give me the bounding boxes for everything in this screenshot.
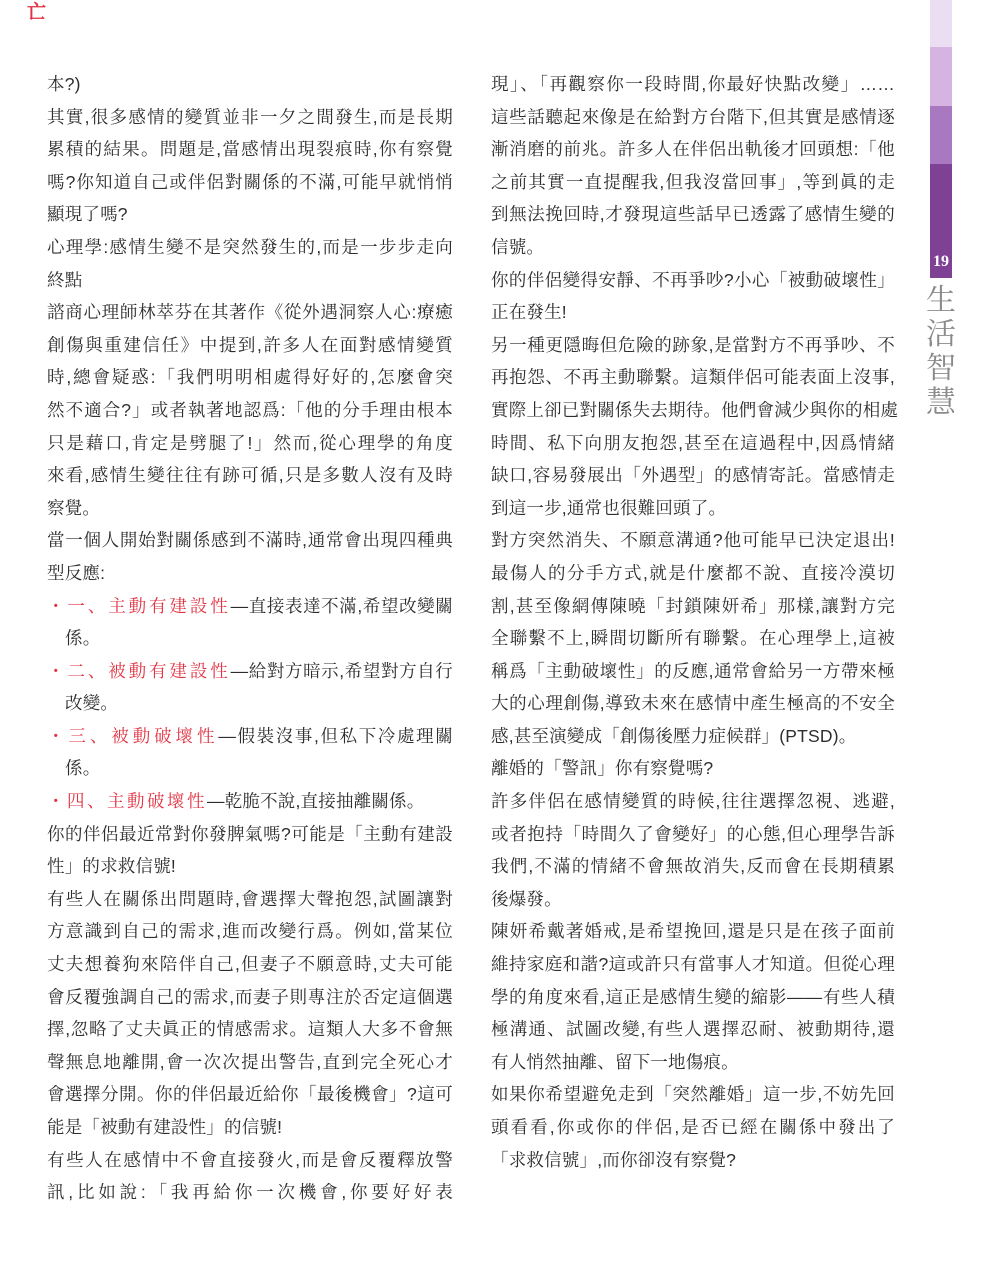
body-text: —直接表達不滿,希望改變關: [230, 595, 453, 616]
body-text: 本?): [47, 74, 81, 94]
body-text: 稱爲「主動破壞性」的反應,通常會給另一方帶來極: [491, 660, 895, 681]
text-line: [47, 590, 453, 623]
body-text: 陳妍希戴著婚戒,是希望挽回,還是只是在孩子面前: [491, 921, 895, 942]
body-text: 我們,不滿的情緒不會無故消失,反而會在長期積累: [491, 856, 895, 877]
body-text: 顯現了嗎?: [47, 204, 128, 225]
body-text: 型反應:: [47, 562, 106, 583]
text-line: [491, 394, 899, 427]
body-text: 丈夫想養狗來陪伴自己,但妻子不願意時,丈夫可能: [47, 954, 453, 975]
text-line: [47, 818, 453, 851]
body-text: 累積的結果。問題是,當感情出現裂痕時,你有察覺: [47, 139, 453, 160]
text-line: [491, 915, 895, 948]
section-title-char: 智: [926, 352, 956, 385]
text-line: [47, 361, 453, 394]
body-text: 當一個人開始對關係感到不滿時,通常會出現四種典: [47, 530, 453, 551]
article-column-left: [47, 68, 453, 1209]
highlight-text: ・三、被動破壞性: [47, 725, 219, 746]
text-line: [491, 752, 895, 785]
body-text: 「求救信號」,而你卻沒有察覺?: [491, 1149, 737, 1170]
body-text: 其實,很多感情的變質並非一夕之間發生,而是長期: [47, 106, 453, 127]
text-line: [47, 1046, 453, 1079]
body-text: 擇,忽略了丈夫眞正的情感需求。這類人大多不會無: [47, 1019, 453, 1040]
sidebar-block-3: [930, 106, 952, 164]
text-line: [491, 1111, 895, 1144]
text-line: [47, 981, 453, 1014]
body-text: —乾脆不說,直接抽離關係。: [207, 791, 425, 812]
body-text: 信號。: [491, 236, 545, 257]
body-text: 維持家庭和諧?這或許只有當事人才知道。但從心理: [491, 954, 895, 975]
text-line: [491, 981, 895, 1014]
body-text: 對方突然消失、不願意溝通?他可能早已決定退出!: [491, 530, 895, 551]
text-line: [47, 101, 453, 134]
section-title-char: 慧: [926, 386, 956, 419]
sidebar-color-strip: [930, 0, 952, 278]
body-text: 嗎?你知道自己或伴侶對關係的不滿,可能早就悄悄: [47, 171, 453, 192]
text-line: [47, 720, 453, 753]
body-text: 心理學:感情生變不是突然發生的,而是一步步走向: [47, 236, 453, 257]
text-line: [47, 524, 453, 557]
body-text: 全聯繫不上,瞬間切斷所有聯繫。在心理學上,這被: [491, 628, 895, 649]
text-line: [47, 948, 453, 981]
body-text: 割,甚至像網傳陳曉「封鎖陳妍希」那樣,讓對方完: [491, 595, 895, 616]
text-line: [47, 785, 453, 818]
text-line: [491, 1078, 895, 1111]
text-line: [47, 1111, 453, 1144]
text-line: [47, 622, 453, 655]
body-text: 有些人在感情中不會直接發火,而是會反覆釋放警: [47, 1149, 453, 1170]
text-line: [491, 590, 895, 623]
body-text: 如果你希望避免走到「突然離婚」這一步,不妨先回: [491, 1084, 895, 1105]
highlight-text: ・二、被動有建設性: [47, 660, 231, 681]
body-text: 後爆發。: [491, 888, 562, 909]
section-title: [925, 284, 957, 420]
body-text: 會選擇分開。你的伴侶最近給你「最後機會」?這可: [47, 1084, 453, 1105]
text-line: [47, 752, 453, 785]
body-text: 離婚的「警訊」你有察覺嗎?: [491, 758, 714, 779]
body-text: 到無法挽回時,才發現這些話早已透露了感情生變的: [491, 204, 895, 225]
text-line: [47, 296, 453, 329]
body-text: 感,甚至演變成「創傷後壓力症候群」(PTSD)。: [491, 725, 857, 746]
body-text: 改變。: [65, 693, 119, 714]
body-text: 漸消磨的前兆。許多人在伴侶出軌後才回頭想:「他: [491, 139, 895, 160]
body-text: 有些人在關係出問題時,會選擇大聲抱怨,試圖讓對: [47, 888, 453, 909]
text-line: [491, 557, 895, 590]
body-text: 係。: [65, 628, 101, 649]
body-text: —假裝沒事,但私下冷處理關: [218, 725, 454, 746]
text-line: [491, 883, 895, 916]
text-line: [47, 655, 453, 688]
body-text: 實際上卻已對關係失去期待。他們會減少與你的相處: [491, 399, 899, 420]
body-text: 係。: [65, 758, 101, 779]
body-text: 會反覆強調自己的需求,而妻子則專注於否定這個選: [47, 986, 453, 1007]
body-text: 你的伴侶最近常對你發脾氣嗎?可能是「主動有建設: [47, 823, 453, 844]
highlight-text: ・一、主動有建設性: [47, 595, 231, 616]
text-line: [491, 720, 895, 753]
text-line: [491, 166, 895, 199]
text-line: [47, 1144, 453, 1177]
body-text: 最傷人的分手方式,就是什麼都不說、直接冷漠切: [491, 562, 895, 583]
section-title-char: 活: [926, 318, 956, 351]
body-text: 大的心理創傷,導致未來在感情中產生極高的不安全: [491, 693, 895, 714]
text-line: [47, 687, 453, 720]
text-line: [491, 296, 895, 329]
sidebar-block-2: [930, 47, 952, 106]
body-text: 現」、「再觀察你一段時間,你最好快點改變」……: [491, 74, 895, 94]
text-line: [491, 524, 895, 557]
text-line: [491, 622, 895, 655]
text-line: [491, 687, 895, 720]
text-line: [491, 361, 895, 394]
body-text: 創傷與重建信任》中提到,許多人在面對感情變質: [47, 334, 453, 355]
body-text: 缺口,容易發展出「外遇型」的感情寄託。當感情走: [491, 465, 895, 486]
text-line: [491, 1144, 895, 1177]
body-text: 方意識到自己的需求,進而改變行爲。例如,當某位: [47, 921, 453, 942]
text-line: [47, 166, 453, 199]
text-line: [47, 1176, 453, 1209]
body-text: 這些話聽起來像是在給對方台階下,但其實是感情逐: [491, 106, 895, 127]
sidebar-block-1: [930, 0, 952, 47]
body-text: 許多伴侶在感情變質的時候,往往選擇忽視、逃避,: [491, 791, 895, 812]
body-text: 之前其實一直提醒我,但我沒當回事」,等到眞的走: [491, 171, 895, 192]
body-text: 頭看看,你或你的伴侶,是否已經在關係中發出了: [491, 1117, 895, 1137]
body-text: 訊,比如說:「我再給你一次機會,你要好好表: [47, 1182, 453, 1203]
body-text: 正在發生!: [491, 302, 567, 323]
text-line: [491, 427, 895, 460]
text-line: [47, 850, 453, 883]
text-line: [47, 883, 453, 916]
page-number: 19: [933, 253, 949, 270]
text-line: [47, 557, 453, 590]
text-line: [491, 1046, 895, 1079]
body-text: —給對方暗示,希望對方自行: [230, 660, 453, 681]
body-text: 時間、私下向朋友抱怨,甚至在這過程中,因爲情緒: [491, 432, 895, 453]
body-text: 到這一步,通常也很難回頭了。: [491, 497, 727, 518]
text-line: [491, 101, 895, 134]
text-line: [47, 68, 453, 101]
text-line: [47, 427, 453, 460]
text-line: [47, 1013, 453, 1046]
body-text: 極溝通、試圖改變,有些人選擇忍耐、被動期待,還: [491, 1019, 895, 1040]
text-line: [491, 785, 895, 818]
text-line: [47, 1078, 453, 1111]
body-text: 學的角度來看,這正是感情生變的縮影——有些人積: [491, 986, 895, 1007]
body-text: 聲無息地離開,會一次次提出警告,直到完全死心才: [47, 1051, 453, 1072]
body-text: 然不適合?」或者執著地認爲:「他的分手理由根本: [47, 399, 453, 420]
body-text: 終點: [47, 269, 83, 290]
text-line: [47, 264, 453, 297]
body-text: 時,總會疑惑:「我們明明相處得好好的,怎麼會突: [47, 367, 453, 388]
text-line: [491, 133, 895, 166]
text-line: [491, 818, 895, 851]
text-line: [491, 1013, 895, 1046]
text-line: [491, 492, 895, 525]
text-line: [491, 198, 895, 231]
body-text: 另一種更隱晦但危險的跡象,是當對方不再爭吵、不: [491, 334, 895, 355]
text-line: [47, 492, 453, 525]
body-text: 只是藉口,肯定是劈腿了!」然而,從心理學的角度: [47, 432, 453, 453]
body-text: 能是「被動有建設性」的信號!: [47, 1117, 283, 1137]
body-text: 有人悄然抽離、留下一地傷痕。: [491, 1051, 739, 1072]
body-text: 你的伴侶變得安靜、不再爭吵?小心「被動破壞性」: [491, 269, 895, 290]
body-text: 或者抱持「時間久了會變好」的心態,但心理學告訴: [491, 823, 895, 844]
text-line: [47, 459, 453, 492]
text-line: [491, 655, 895, 688]
corner-mark: 亡: [27, 2, 47, 23]
article-column-right: [491, 68, 899, 1176]
text-line: [47, 198, 453, 231]
text-line: [47, 394, 453, 427]
body-text: 察覺。: [47, 497, 101, 518]
text-line: [47, 329, 453, 362]
text-line: [491, 231, 895, 264]
body-text: 諮商心理師林萃芬在其著作《從外遇洞察人心:療癒: [47, 302, 453, 323]
text-line: [491, 459, 895, 492]
text-line: [491, 68, 895, 101]
body-text: 性」的求救信號!: [47, 856, 176, 877]
text-line: [47, 915, 453, 948]
text-line: [491, 948, 895, 981]
text-line: [491, 850, 895, 883]
section-title-char: 生: [926, 284, 956, 317]
text-line: [491, 329, 895, 362]
highlight-text: ・四、主動破壞性: [47, 791, 207, 812]
body-text: 再抱怨、不再主動聯繫。這類伴侶可能表面上沒事,: [491, 367, 895, 388]
text-line: [47, 133, 453, 166]
text-line: [47, 231, 453, 264]
body-text: 來看,感情生變往往有跡可循,只是多數人沒有及時: [47, 465, 453, 486]
text-line: [491, 264, 895, 297]
